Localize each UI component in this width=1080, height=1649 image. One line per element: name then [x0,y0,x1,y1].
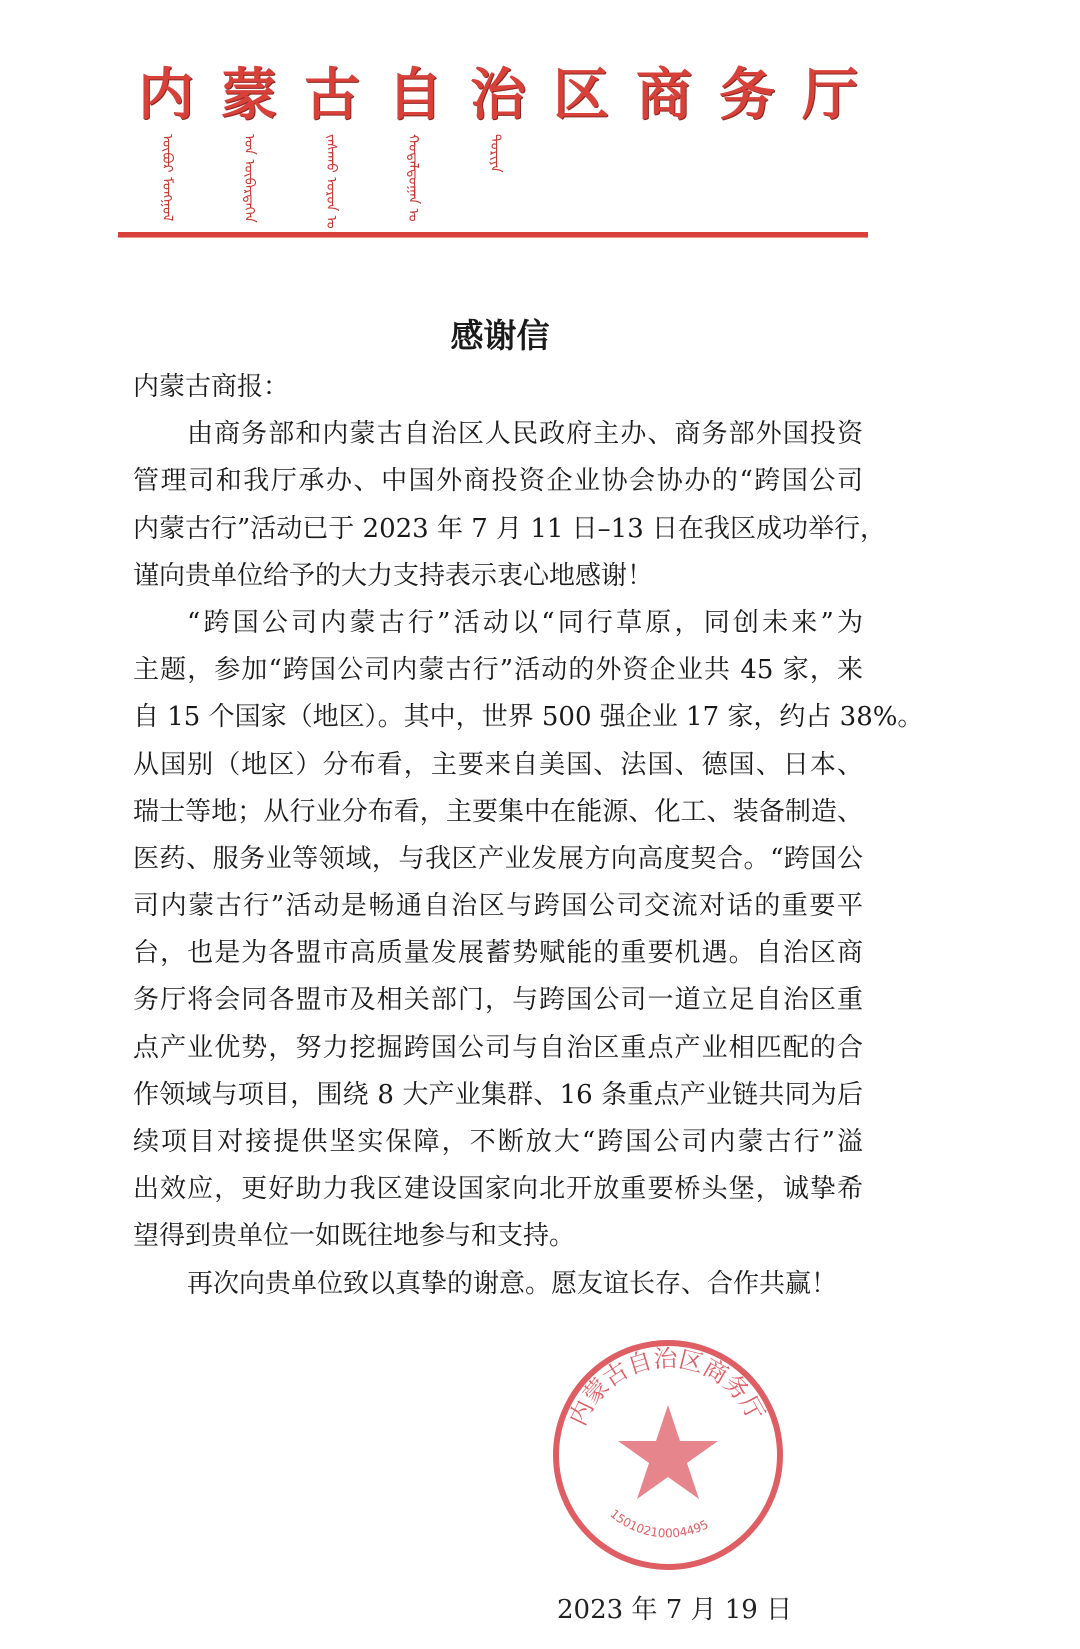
seal-code: 15010210004495 [607,1506,711,1541]
body-line: 务厅将会同各盟市及相关部门，与跨国公司一道立足自治区重 [133,985,863,1016]
org-name-char: 自 [387,62,443,128]
star-icon [618,1405,718,1499]
body-line: 再次向贵单位致以真挚的谢意。愿友谊长存、合作共赢！ [187,1268,838,1299]
letterhead [118,60,868,240]
body-line: 谨向贵单位给予的大力支持表示衷心地感谢！ [133,560,654,591]
body-line: 管理司和我厅承办、中国外商投资企业协会协办的“跨国公司 [133,466,863,497]
body-line: “跨国公司内蒙古行”活动以“同行草原，同创未来”为 [187,607,863,638]
body-line: 瑞士等地；从行业分布看，主要集中在能源、化工、装备制造、 [133,796,863,827]
org-name-char: 厅 [802,62,858,128]
org-name-char: 商 [636,62,692,128]
letter-date: 2023 年 7 月 19 日 [557,1595,793,1625]
body-line: 出效应，更好助力我区建设国家向北开放重要桥头堡，诚挚希 [133,1174,863,1205]
body-line: 续项目对接提供坚实保障，不断放大“跨国公司内蒙古行”溢 [133,1127,863,1157]
body-line: 内蒙古行”活动已于 2023 年 7 月 11 日–13 日在我区成功举行， [133,513,887,544]
letterhead-divider [118,232,868,238]
org-name-char: 蒙 [221,62,277,128]
body-line: 台，也是为各盟市高质量发展蓄势赋能的重要机遇。自治区商 [133,938,863,969]
org-name-char: 区 [553,62,609,128]
body-line: 点产业优势，努力挖掘跨国公司与自治区重点产业相匹配的合 [133,1032,863,1063]
org-name-char: 务 [719,62,775,128]
organization-name [138,60,858,130]
body-line: 主题，参加“跨国公司内蒙古行”活动的外资企业共 45 家，来 [133,655,863,686]
body-line: 由商务部和内蒙古自治区人民政府主办、商务部外国投资 [187,419,863,450]
body-line: 望得到贵单位一如既往地参与和支持。 [133,1221,576,1252]
body-line: 作领域与项目，围绕 8 大产业集群、16 条重点产业链共同为后 [133,1079,863,1110]
body-line: 从国别（地区）分布看，主要来自美国、法国、德国、日本、 [133,749,863,780]
body-line: 自 15 个国家（地区）。其中，世界 500 强企业 17 家，约占 38%。 [133,702,924,733]
mongolian-script-org-name: ᠦᠪᠦᠷ ᠮᠣᠩᠭᠣᠯ ᠤᠨ ᠥᠪᠡᠷᠲᠡᠭᠡᠨ ᠵᠠᠰᠠᠬᠤ ᠣᠷᠣᠨ ᠤ ᠬᠣᠳᠠᠯᠳᠤᠭᠠᠨ ᠤ ᠲᠣᠷᠢᠶᠠ [159,134,503,229]
body-line: 医药、服务业等领域，与我区产业发展方向高度契合。“跨国公 [133,843,863,874]
org-name-char: 内 [138,62,194,128]
salutation: 内蒙古商报： [133,372,290,402]
letter-title: 感谢信 [450,316,550,355]
letter-body [133,364,924,1308]
seal-text: 内蒙古自治区商务厅 [563,1344,771,1430]
org-name-char: 古 [304,62,360,128]
org-name-char: 治 [470,62,526,128]
body-line: 司内蒙古行”活动是畅通自治区与跨国公司交流对话的重要平 [133,891,863,922]
official-seal [548,1335,788,1575]
